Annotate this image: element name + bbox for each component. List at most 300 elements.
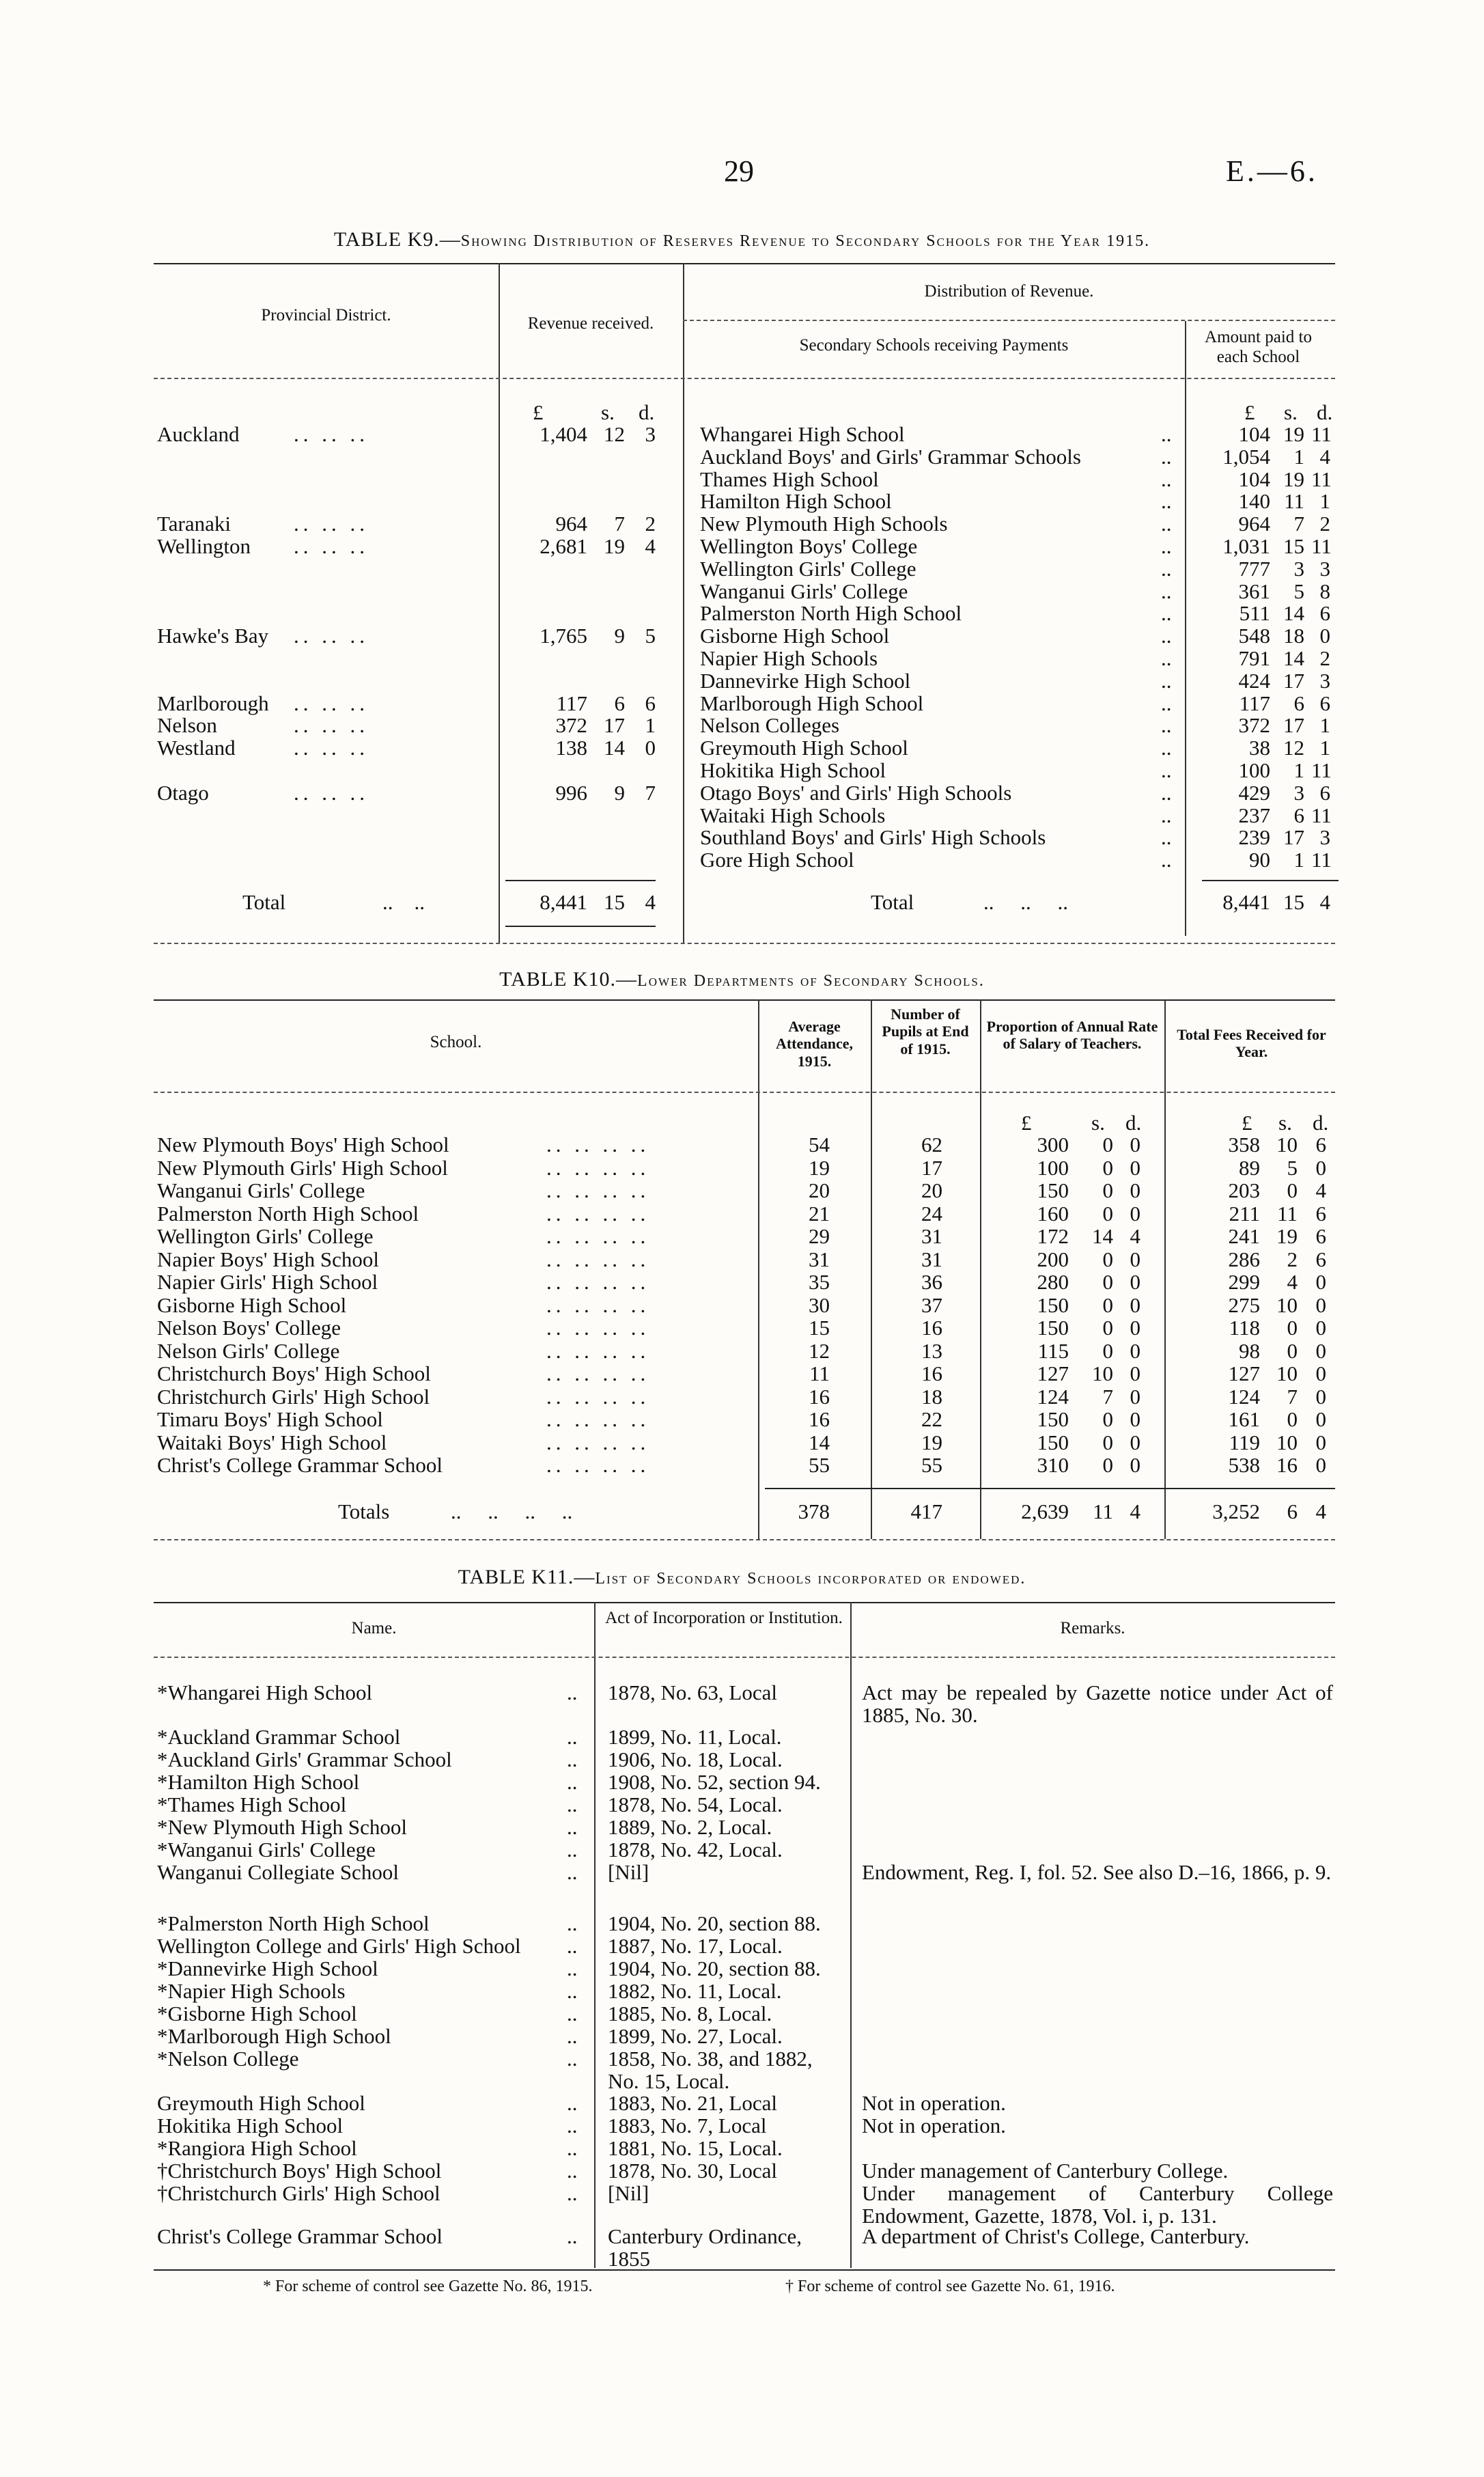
k9-school-amount-s: 1	[1293, 758, 1304, 782]
k10-school-name: New Plymouth Boys' High School	[157, 1133, 449, 1157]
k9-total-label: Total	[242, 890, 286, 914]
k10-fees-l: 538	[1228, 1453, 1260, 1477]
k9-school-amount-l: 90	[1249, 848, 1270, 872]
k10-fees-d: 6	[1315, 1133, 1326, 1157]
k10-salary-d: 0	[1130, 1339, 1140, 1363]
k11-act: 1883, No. 7, Local	[608, 2114, 767, 2137]
k9-school-amount-l: 239	[1238, 825, 1270, 849]
k11-act: 1889, No. 2, Local.	[608, 1815, 772, 1839]
k9-school-amount-s: 14	[1283, 601, 1304, 625]
k9-school-amount-l: 104	[1238, 422, 1270, 446]
k10-fees-s: 0	[1287, 1178, 1298, 1202]
k10-school-name: Napier Girls' High School	[157, 1270, 378, 1294]
document-page: 29 E.—6. TABLE K9.—Showing Distribution of Reserves Revenue to Secondary Schools for the Year 1915. Provincial District. Revenue received. Distribution of Revenue. Secondary Schools receiving Payments Amount paid to each School £ s. d. £ s. d. Auckland .. .. .. 1,404 12 3 Taranaki .. .. .. 964 7 2 Wellington .. .. .. 2,681 19 4 Hawke's Bay .. .. .. 1,765 9 5 Marlborough .. .. .. 117 6 6 Nelson .. .. .. 372 17 1 Westland .. .. .. 138 14 0 Otago .. .. .. 996 9 7 Whangarei High School .. 104 19 11 Auckland Boys' and Girls' Grammar Schools .. 1,054 1 4 Thames High School .. 104 19 11 Hamilton High School .. 140 11 1 New Plymouth High Schools .. 964 7 2 Wellington Boys' College .. 1,031 15 11 Wellington Girls' College .. 777 3 3 Wanganui Girls' College .. 361 5 8 Palmerston North High School .. 511 14 6 Gisborne High School .. 548 18 0 Napier High Schools .. 791 14 2 Dannevirke High School .. 424 17 3 Marlborough High School .. 117 6 6 Nelson Colleges .. 372 17 1 Greymouth High School .. 38 12 1 Hokitika High School .. 100 1 11 Otago Boys' and Girls' High Schools .. 429 3 6 Waitaki High Schools .. 237 6 11 Southland Boys' and Girls' High Schools .. 239 17 3 Gore High School .. 90 1 11 Total .. .. 8,441 15 4 Total .. .. .. 8,441 15 4 TABLE K10.—Lower Departments of Secondary Schools. School. Average Attendance, 1915. Number of Pupils at End of 1915. Proportion of Annual Rate of Salary of Teachers. Total Fees Received for Year. £ s. d. £ s. d. New Plymouth Boys' High School .. .. .. .. 54 62 300 0 0 358 10 6 New Plymouth Girls' High School .. .. .. .. 19 17 100 0 0 89 5 0 Wanganui Girls' College .. .. .. .. 20 20 150 0 0 203 0 4 Palmerston North High School .. .. .. .. 21 24 160 0 0 211 11 6 Wellington Girls' College .. .. .. .. 29 31 172 14 4 241 19 6 Napier Boys' High School .. .. .. .. 31 31 200 0 0 286 2 6 Napier Girls' High School .. .. .. .. 35 36 280 0 0 299 4 0 Gisborne High School .. .. .. .. 30 37 150 0 0 275 10 0 Nelson Boys' College .. .. .. .. 15 16 150 0 0 118 0 0 Nelson Girls' College .. .. .. .. 12 13 115 0 0 98 0 0 Christchurch Boys' High School .. .. .. .. 11 16 127 10 0 127 10 0 Christchurch Girls' High School .. .. .. .. 16 18 124 7 0 124 7 0 Timaru Boys' High School .. .. .. .. 16 22 150 0 0 161 0 0 Waitaki Boys' High School .. .. .. .. 14 19 150 0 0 119 10 0 Christ's College Grammar School .. .. .. .. 55 55 310 0 0 538 16 0 Totals .. .. .. .. 378 417 2,639 11 4 3,252 6 4 TABLE K11.—List of Secondary Schools incorporated or endowed. Name. Act of Incorporation or Institution. Remarks. *Whangarei High School .. 1878, No. 63, Local Act may be repealed by Gazette notice under Act of 1885, No. 30. *Auckland Grammar School .. 1899, No. 11, Local. *Auckland Girls' Grammar School .. 1906, No. 18, Local. *Hamilton High School .. 1908, No. 52, section 94. *Thames High School .. 1878, No. 54, Local. *New Plymouth High School .. 1889, No. 2, Local. *Wanganui Girls' College .. 1878, No. 42, Local. Wanganui Collegiate School .. [Nil] Endowment, Reg. I, fol. 52. See also D.–16, 1866, p. 9. *Palmerston North High School .. 1904, No. 20, section 88. Wellington College and Girls' High School .. 1887, No. 17, Local. *Dannevirke High School .. 1904, No. 20, section 88. *Napier High Schools .. 1882, No. 11, Local. *Gisborne High School .. 1885, No. 8, Local. *Marlborough High School .. 1899, No. 27, Local. *Nelson College .. 1858, No. 38, and 1882, No. 15, Local. Greymouth High School .. 1883, No. 21, Local Not in operation. Hokitika High School .. 1883, No. 7, Local Not in operation. *Rangiora High School .. 1881, No. 15, Local. †Christchurch Boys' High School .. 1878, No. 30, Local Under management of Canterbury College. †Christchurch Girls' High School .. [Nil] Under management of Canterbury College Endowment, Gazette, 1878, Vol. i, p. 131. Christ's College Grammar School .. Canterbury Ordinance, 1855 A department of Christ's College, Canterbury. * For scheme of control see Gazette No. 86, 1915. † For scheme of control see Gazette No. 61, 1916.	[0, 0, 1484, 2477]
k10-fees-l: 299	[1228, 1270, 1260, 1294]
k10-fees-d: 0	[1315, 1316, 1326, 1340]
k9-school-name: Napier High Schools	[700, 646, 878, 670]
k10-school-name: Palmerston North High School	[157, 1202, 419, 1226]
k9-col-district: Provincial District.	[261, 306, 391, 324]
k11-name: *Napier High Schools	[157, 1979, 346, 2003]
k10-school-name: Nelson Boys' College	[157, 1316, 341, 1340]
k9-school-amount-d: 6	[1319, 601, 1330, 625]
k11-act: [Nil]	[608, 2181, 649, 2205]
k10-salary-l: 150	[1037, 1430, 1069, 1454]
k9-school-name: Whangarei High School	[700, 422, 905, 446]
k9-school-amount-s: 15	[1283, 534, 1304, 558]
k9-school-amount-d: 8	[1319, 579, 1330, 603]
k11-name: *Palmerston North High School	[157, 1911, 430, 1935]
k9-school-amount-l: 777	[1238, 557, 1270, 581]
k9-district-name: Westland	[157, 736, 236, 760]
k11-act: 1878, No. 42, Local.	[608, 1838, 783, 1862]
k10-fees-s: 10	[1276, 1430, 1298, 1454]
k11-name: Hokitika High School	[157, 2114, 344, 2137]
document-reference: E.—6.	[1226, 154, 1318, 188]
k9-district-revenue-s: 9	[614, 781, 625, 805]
k10-attendance: 21	[809, 1202, 830, 1226]
k9-district-name: Marlborough	[157, 691, 269, 715]
k10-salary-d: 0	[1130, 1407, 1140, 1431]
k9-district-revenue-d: 4	[645, 534, 656, 558]
k10-fees-l: 241	[1228, 1224, 1260, 1248]
k11-act: 1878, No. 63, Local	[608, 1680, 777, 1704]
k9-school-amount-d: 11	[1311, 803, 1332, 827]
k9-school-amount-l: 140	[1238, 489, 1270, 513]
k10-school-name: Christ's College Grammar School	[157, 1453, 443, 1477]
k9-district-revenue-d: 2	[645, 512, 656, 536]
k9-school-name: Thames High School	[700, 467, 879, 491]
k11-remarks: Under management of Canterbury College.	[862, 2159, 1229, 2183]
k11-remarks: A department of Christ's College, Canterbury.	[862, 2224, 1250, 2248]
k10-salary-l: 150	[1037, 1316, 1069, 1340]
k9-school-name: Marlborough High School	[700, 691, 924, 715]
k9-school-amount-d: 11	[1311, 467, 1332, 491]
k10-salary-d: 0	[1130, 1430, 1140, 1454]
k11-name: *Nelson College	[157, 2047, 299, 2071]
k9-school-name: New Plymouth High Schools	[700, 512, 948, 536]
k11-name: †Christchurch Girls' High School	[157, 2181, 440, 2205]
k11-act: 1883, No. 21, Local	[608, 2091, 777, 2115]
k9-school-amount-l: 104	[1238, 467, 1270, 491]
k9-district-revenue-d: 5	[645, 624, 656, 648]
k9-school-name: Greymouth High School	[700, 736, 908, 760]
k9-total-label-right: Total	[871, 890, 914, 914]
k11-name: Wanganui Collegiate School	[157, 1860, 399, 1884]
k9-district-revenue-d: 0	[645, 736, 656, 760]
k10-pupils: 17	[921, 1156, 942, 1180]
k10-fees-d: 6	[1315, 1224, 1326, 1248]
k10-fees-l: 127	[1228, 1361, 1260, 1385]
k9-school-amount-s: 7	[1293, 512, 1304, 536]
k11-act: 1904, No. 20, section 88.	[608, 1911, 821, 1935]
k9-district-revenue-d: 3	[645, 422, 656, 446]
k9-district-revenue-s: 14	[604, 736, 625, 760]
k10-col-attendance: Average Attendance, 1915.	[775, 1018, 854, 1070]
table-k11-title: TABLE K11.—List of Secondary Schools incorporated or endowed.	[458, 1566, 1026, 1588]
k9-district-name: Taranaki	[157, 512, 231, 536]
k10-salary-d: 4	[1130, 1224, 1140, 1248]
k11-act: 1885, No. 8, Local.	[608, 2002, 772, 2025]
k10-salary-d: 0	[1130, 1247, 1140, 1271]
k10-salary-l: 200	[1037, 1247, 1069, 1271]
k9-school-amount-d: 2	[1319, 646, 1330, 670]
k10-salary-d: 0	[1130, 1385, 1140, 1409]
table-k10-title: TABLE K10.—Lower Departments of Secondary Schools.	[499, 968, 985, 991]
k9-school-amount-s: 6	[1293, 803, 1304, 827]
k10-salary-s: 0	[1102, 1293, 1113, 1317]
k10-pupils: 19	[921, 1430, 942, 1454]
k10-pupils: 16	[921, 1316, 942, 1340]
k9-school-amount-d: 3	[1319, 825, 1330, 849]
k11-name: *Thames High School	[157, 1793, 347, 1816]
k10-fees-d: 0	[1315, 1270, 1326, 1294]
k10-school-name: Wanganui Girls' College	[157, 1178, 365, 1202]
k10-total-attendance: 378	[798, 1499, 830, 1523]
k10-pupils: 18	[921, 1385, 942, 1409]
k10-pupils: 24	[921, 1202, 942, 1226]
k10-salary-s: 0	[1102, 1339, 1113, 1363]
k9-school-name: Gisborne High School	[700, 624, 890, 648]
k9-district-revenue-s: 19	[604, 534, 625, 558]
k9-col-revenue: Revenue received.	[527, 314, 654, 333]
k10-salary-l: 100	[1037, 1156, 1069, 1180]
k10-fees-d: 0	[1315, 1453, 1326, 1477]
k10-attendance: 11	[809, 1361, 830, 1385]
k10-salary-d: 0	[1130, 1133, 1140, 1157]
k9-district-revenue-l: 1,404	[540, 422, 587, 446]
k9-district-name: Hawke's Bay	[157, 624, 269, 648]
k9-district-revenue-s: 6	[614, 691, 625, 715]
k10-fees-l: 118	[1229, 1316, 1260, 1340]
k10-fees-l: 203	[1228, 1178, 1260, 1202]
k10-salary-d: 0	[1130, 1316, 1140, 1340]
k9-school-amount-l: 424	[1238, 669, 1270, 693]
k9-school-amount-d: 11	[1311, 848, 1332, 872]
k9-school-amount-s: 5	[1293, 579, 1304, 603]
k10-pupils: 22	[921, 1407, 942, 1431]
k9-school-name: Auckland Boys' and Girls' Grammar Schools	[700, 445, 1081, 469]
k11-act: 1899, No. 27, Local.	[608, 2024, 783, 2048]
k9-district-name: Wellington	[157, 534, 251, 558]
k11-act: Canterbury Ordinance, 1855	[608, 2224, 802, 2271]
k9-school-amount-s: 17	[1283, 713, 1304, 737]
k10-salary-l: 280	[1037, 1270, 1069, 1294]
k9-school-amount-s: 3	[1293, 781, 1304, 805]
k9-district-revenue-s: 9	[614, 624, 625, 648]
k10-fees-l: 119	[1229, 1430, 1260, 1454]
k11-name: Greymouth High School	[157, 2091, 365, 2115]
k9-school-name: Dannevirke High School	[700, 669, 911, 693]
k11-name: *Marlborough High School	[157, 2024, 391, 2048]
k10-salary-s: 0	[1102, 1407, 1113, 1431]
k11-col-act: Act of Incorporation or Institution.	[605, 1609, 843, 1627]
k10-pupils: 36	[921, 1270, 942, 1294]
k11-col-remarks: Remarks.	[1060, 1619, 1125, 1637]
k9-school-amount-l: 791	[1238, 646, 1270, 670]
k10-salary-s: 10	[1092, 1361, 1113, 1385]
k9-school-amount-d: 1	[1319, 713, 1330, 737]
k10-fees-s: 19	[1276, 1224, 1298, 1248]
k9-school-amount-l: 117	[1239, 691, 1270, 715]
k10-fees-l: 211	[1229, 1202, 1260, 1226]
k9-school-name: Waitaki High Schools	[700, 803, 886, 827]
k10-salary-l: 172	[1037, 1224, 1069, 1248]
k10-attendance: 20	[809, 1178, 830, 1202]
k9-school-name: Wellington Girls' College	[700, 557, 916, 581]
k10-fees-l: 98	[1239, 1339, 1260, 1363]
k11-act: 1882, No. 11, Local.	[608, 1979, 782, 2003]
k10-salary-d: 0	[1130, 1178, 1140, 1202]
footnote-2: † For scheme of control see Gazette No. 61, 1916.	[785, 2278, 1115, 2295]
k10-fees-s: 0	[1287, 1316, 1298, 1340]
k10-fees-s: 10	[1276, 1361, 1298, 1385]
k10-school-name: Christchurch Boys' High School	[157, 1361, 431, 1385]
k10-salary-l: 300	[1037, 1133, 1069, 1157]
k9-school-name: Hokitika High School	[700, 758, 886, 782]
k9-col-schools: Secondary Schools receiving Payments	[799, 336, 1069, 355]
k9-school-amount-s: 12	[1283, 736, 1304, 760]
k11-name: *Rangiora High School	[157, 2136, 357, 2160]
k10-fees-d: 0	[1315, 1339, 1326, 1363]
k9-school-amount-l: 237	[1238, 803, 1270, 827]
k9-school-amount-l: 1,031	[1222, 534, 1270, 558]
k10-salary-s: 0	[1102, 1202, 1113, 1226]
k11-act: 1904, No. 20, section 88.	[608, 1956, 821, 1980]
k10-fees-d: 0	[1315, 1385, 1326, 1409]
k10-fees-l: 358	[1228, 1133, 1260, 1157]
k10-school-name: New Plymouth Girls' High School	[157, 1156, 448, 1180]
k9-school-name: Palmerston North High School	[700, 601, 962, 625]
k11-remarks: Not in operation.	[862, 2114, 1006, 2137]
k9-school-name: Southland Boys' and Girls' High Schools	[700, 825, 1046, 849]
k10-fees-s: 7	[1287, 1385, 1298, 1409]
k11-act: 1878, No. 54, Local.	[608, 1793, 783, 1816]
k11-name: *New Plymouth High School	[157, 1815, 407, 1839]
k9-school-amount-s: 17	[1283, 825, 1304, 849]
k9-district-revenue-d: 1	[645, 713, 656, 737]
k10-pupils: 37	[921, 1293, 942, 1317]
k9-school-amount-s: 11	[1284, 489, 1304, 513]
k10-salary-l: 160	[1037, 1202, 1069, 1226]
k10-fees-d: 0	[1315, 1430, 1326, 1454]
k9-district-name: Auckland	[157, 422, 240, 446]
k9-total-amount-l: 8,441	[1222, 890, 1270, 914]
k10-salary-l: 127	[1037, 1361, 1069, 1385]
k10-salary-d: 0	[1130, 1293, 1140, 1317]
k10-fees-d: 0	[1315, 1156, 1326, 1180]
k9-school-amount-l: 548	[1238, 624, 1270, 648]
k10-school-name: Waitaki Boys' High School	[157, 1430, 387, 1454]
k9-school-name: Wanganui Girls' College	[700, 579, 908, 603]
k10-fees-l: 161	[1228, 1407, 1260, 1431]
k10-fees-d: 6	[1315, 1247, 1326, 1271]
k10-salary-s: 0	[1102, 1270, 1113, 1294]
k10-col-school: School.	[430, 1033, 482, 1051]
k9-school-amount-s: 19	[1283, 467, 1304, 491]
k11-name: *Dannevirke High School	[157, 1956, 378, 1980]
k10-pupils: 31	[921, 1224, 942, 1248]
k10-salary-l: 115	[1037, 1339, 1069, 1363]
k11-act: [Nil]	[608, 1860, 649, 1884]
k10-fees-l: 89	[1239, 1156, 1260, 1180]
k10-totals-label: Totals	[338, 1499, 390, 1523]
k10-attendance: 54	[809, 1133, 830, 1157]
k10-salary-l: 150	[1037, 1293, 1069, 1317]
k11-remarks: Endowment, Reg. I, fol. 52. See also D.–16, 1866, p. 9.	[862, 1860, 1332, 1884]
k9-school-amount-d: 2	[1319, 512, 1330, 536]
k10-school-name: Nelson Girls' College	[157, 1339, 340, 1363]
k10-salary-s: 0	[1102, 1133, 1113, 1157]
k9-col-amount: Amount paid to each School	[1205, 328, 1312, 366]
k10-salary-d: 0	[1130, 1453, 1140, 1477]
k11-act: 1906, No. 18, Local.	[608, 1747, 783, 1771]
k10-salary-l: 310	[1037, 1453, 1069, 1477]
k10-salary-s: 7	[1102, 1385, 1113, 1409]
k11-act: 1881, No. 15, Local.	[608, 2136, 783, 2160]
k9-school-name: Nelson Colleges	[700, 713, 840, 737]
k10-fees-d: 6	[1315, 1202, 1326, 1226]
k9-school-amount-s: 3	[1293, 557, 1304, 581]
k9-school-amount-d: 4	[1319, 445, 1330, 469]
k9-school-amount-s: 6	[1293, 691, 1304, 715]
k10-salary-l: 150	[1037, 1407, 1069, 1431]
k9-district-revenue-s: 7	[614, 512, 625, 536]
k11-act: 1858, No. 38, and 1882, No. 15, Local.	[608, 2047, 813, 2093]
k10-fees-s: 10	[1276, 1133, 1298, 1157]
k9-school-amount-l: 372	[1238, 713, 1270, 737]
k11-remarks: Not in operation.	[862, 2091, 1006, 2115]
k9-district-revenue-s: 17	[604, 713, 625, 737]
k10-fees-d: 0	[1315, 1293, 1326, 1317]
k10-pupils: 13	[921, 1339, 942, 1363]
k11-remarks: Act may be repealed by Gazette notice under Act of 1885, No. 30.	[862, 1680, 1333, 1727]
k10-attendance: 29	[809, 1224, 830, 1248]
k9-district-revenue-l: 117	[556, 691, 587, 715]
k11-remarks: Under management of Canterbury College Endowment, Gazette, 1878, Vol. i, p. 131.	[862, 2181, 1333, 2228]
k10-pupils: 62	[921, 1133, 942, 1157]
k10-fees-s: 0	[1287, 1407, 1298, 1431]
k9-district-revenue-l: 996	[555, 781, 587, 805]
k9-total-l: 8,441	[540, 890, 587, 914]
k10-school-name: Gisborne High School	[157, 1293, 347, 1317]
k10-salary-d: 0	[1130, 1156, 1140, 1180]
k11-act: 1878, No. 30, Local	[608, 2159, 777, 2183]
k11-act: 1899, No. 11, Local.	[608, 1725, 782, 1749]
k10-attendance: 30	[809, 1293, 830, 1317]
k9-district-revenue-d: 6	[645, 691, 656, 715]
k9-school-amount-l: 511	[1239, 601, 1270, 625]
k10-salary-s: 0	[1102, 1156, 1113, 1180]
k9-school-amount-d: 6	[1319, 691, 1330, 715]
k9-school-amount-s: 1	[1293, 848, 1304, 872]
k10-salary-s: 0	[1102, 1178, 1113, 1202]
k9-school-amount-l: 361	[1238, 579, 1270, 603]
k9-district-revenue-l: 372	[555, 713, 587, 737]
k11-col-name: Name.	[351, 1619, 397, 1637]
k10-fees-s: 10	[1276, 1293, 1298, 1317]
k9-school-amount-s: 14	[1283, 646, 1304, 670]
k9-school-name: Otago Boys' and Girls' High Schools	[700, 781, 1012, 805]
k10-salary-s: 0	[1102, 1247, 1113, 1271]
k9-school-amount-d: 11	[1311, 534, 1332, 558]
k11-name: *Auckland Girls' Grammar School	[157, 1747, 452, 1771]
k10-fees-d: 0	[1315, 1361, 1326, 1385]
k10-pupils: 55	[921, 1453, 942, 1477]
k10-col-fees: Total Fees Received for Year.	[1177, 1026, 1326, 1061]
k9-school-amount-s: 1	[1293, 445, 1304, 469]
k10-salary-d: 0	[1130, 1202, 1140, 1226]
k9-school-amount-s: 18	[1283, 624, 1304, 648]
k9-district-revenue-l: 964	[555, 512, 587, 536]
k10-attendance: 35	[809, 1270, 830, 1294]
k9-school-amount-d: 0	[1319, 624, 1330, 648]
k9-school-name: Wellington Boys' College	[700, 534, 918, 558]
k11-name: *Whangarei High School	[157, 1680, 373, 1704]
k10-school-name: Timaru Boys' High School	[157, 1407, 383, 1431]
k9-school-name: Hamilton High School	[700, 489, 892, 513]
k9-school-amount-d: 3	[1319, 669, 1330, 693]
k11-name: *Wanganui Girls' College	[157, 1838, 376, 1862]
k10-attendance: 16	[809, 1407, 830, 1431]
k10-total-pupils: 417	[910, 1499, 942, 1523]
k9-school-amount-l: 38	[1249, 736, 1270, 760]
k9-school-amount-d: 3	[1319, 557, 1330, 581]
k10-school-name: Napier Boys' High School	[157, 1247, 380, 1271]
k9-school-name: Gore High School	[700, 848, 854, 872]
k10-fees-l: 275	[1228, 1293, 1260, 1317]
k9-district-name: Otago	[157, 781, 209, 805]
k9-district-name: Nelson	[157, 713, 217, 737]
k10-fees-l: 124	[1228, 1385, 1260, 1409]
k10-fees-s: 11	[1277, 1202, 1298, 1226]
k10-col-pupils: Number of Pupils at End of 1915.	[882, 1006, 969, 1057]
k10-school-name: Christchurch Girls' High School	[157, 1385, 430, 1409]
k10-fees-d: 4	[1315, 1178, 1326, 1202]
k10-attendance: 12	[809, 1339, 830, 1363]
k10-pupils: 16	[921, 1361, 942, 1385]
k9-school-amount-s: 17	[1283, 669, 1304, 693]
k10-salary-d: 0	[1130, 1361, 1140, 1385]
k10-salary-s: 0	[1102, 1430, 1113, 1454]
k11-name: *Gisborne High School	[157, 2002, 357, 2025]
k11-name: *Auckland Grammar School	[157, 1725, 401, 1749]
k11-name: *Hamilton High School	[157, 1770, 360, 1794]
k10-fees-s: 5	[1287, 1156, 1298, 1180]
k9-district-revenue-d: 7	[645, 781, 656, 805]
k10-pupils: 20	[921, 1178, 942, 1202]
page-number: 29	[724, 154, 754, 188]
k10-salary-s: 0	[1102, 1453, 1113, 1477]
k10-salary-l: 150	[1037, 1178, 1069, 1202]
k10-salary-s: 0	[1102, 1316, 1113, 1340]
k9-school-amount-l: 1,054	[1222, 445, 1270, 469]
k10-salary-s: 14	[1092, 1224, 1113, 1248]
k11-name: †Christchurch Boys' High School	[157, 2159, 442, 2183]
k9-school-amount-d: 6	[1319, 781, 1330, 805]
k10-fees-s: 16	[1276, 1453, 1298, 1477]
footnote-1: * For scheme of control see Gazette No. 86, 1915.	[263, 2278, 593, 2295]
k11-act: 1908, No. 52, section 94.	[608, 1770, 821, 1794]
k10-attendance: 15	[809, 1316, 830, 1340]
k9-col-distribution: Distribution of Revenue.	[924, 282, 1094, 301]
k10-school-name: Wellington Girls' College	[157, 1224, 374, 1248]
k10-col-proportion: Proportion of Annual Rate of Salary of Teachers.	[986, 1018, 1158, 1053]
k9-school-amount-l: 429	[1238, 781, 1270, 805]
k9-district-revenue-l: 138	[555, 736, 587, 760]
k9-top-rule	[154, 263, 1335, 264]
k10-pupils: 31	[921, 1247, 942, 1271]
k10-salary-d: 0	[1130, 1270, 1140, 1294]
